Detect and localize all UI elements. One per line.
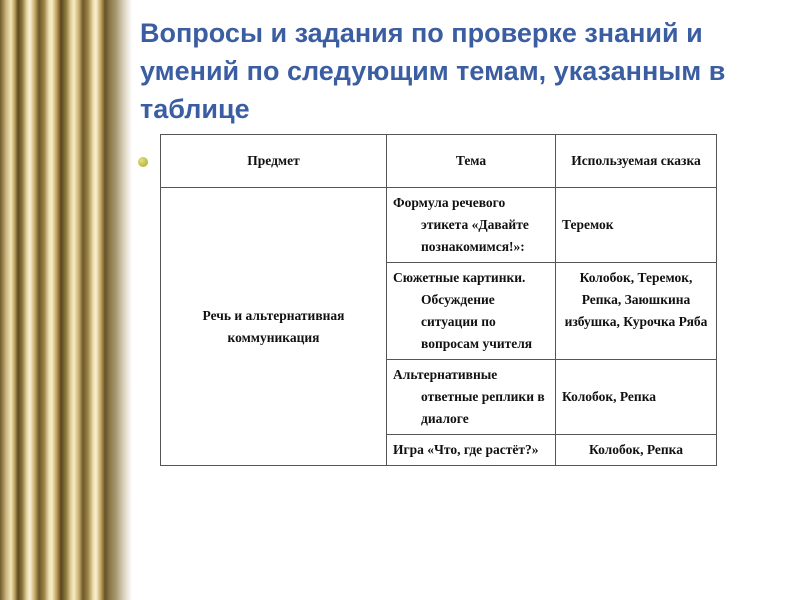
slide-title: Вопросы и задания по проверке знаний и умений по следующим темам, указанным в таблице: [140, 18, 726, 124]
bullet-icon: [138, 157, 148, 167]
tale-cell: Теремок: [556, 188, 717, 263]
header-topic: Тема: [387, 135, 556, 188]
header-subject: Предмет: [161, 135, 387, 188]
topic-cell: Альтернативные ответные реплики в диалоге: [387, 360, 556, 435]
table-header-row: [161, 135, 717, 188]
topic-cell: Игра «Что, где растёт?»: [387, 435, 556, 466]
decorative-left-band: [0, 0, 132, 600]
topic-cell: Формула речевого этикета «Давайте познакомимся!»:: [387, 188, 556, 263]
subject-line-1: Речь и альтернативная: [202, 307, 345, 323]
tale-cell: Колобок, Репка: [556, 360, 717, 435]
tale-cell: Колобок, Теремок, Репка, Заюшкина избушка, Курочка Ряба: [556, 263, 717, 360]
table-row: [161, 188, 717, 263]
subject-line-2: коммуникация: [227, 329, 320, 345]
header-tale: Используемая сказка: [556, 135, 717, 188]
tale-cell: Колобок, Репка: [556, 435, 717, 466]
topics-table: [160, 134, 717, 466]
topic-cell: Сюжетные картинки. Обсуждение ситуации по вопросам учителя: [387, 263, 556, 360]
subject-cell: [161, 188, 387, 466]
